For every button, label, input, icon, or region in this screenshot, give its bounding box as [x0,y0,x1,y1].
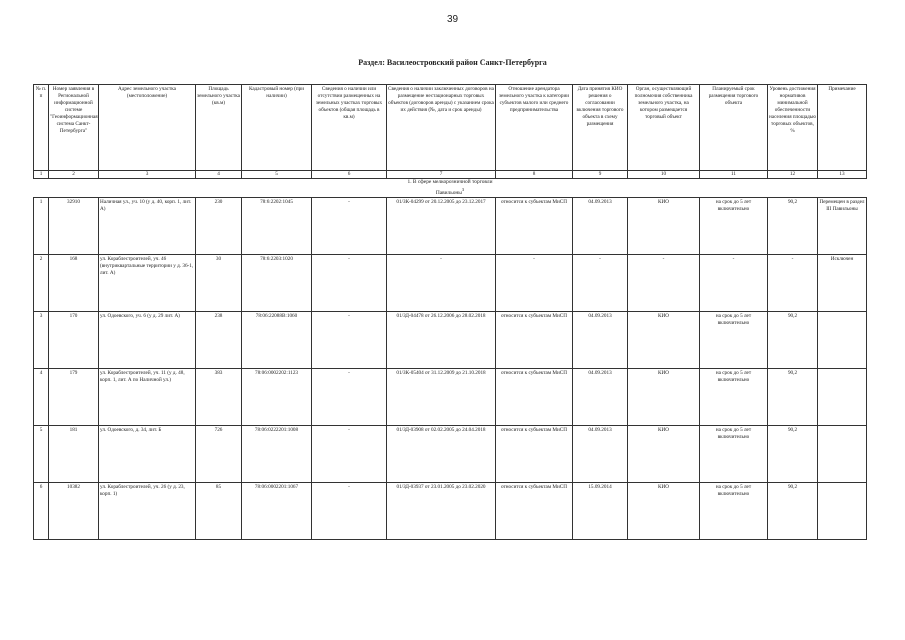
table-cell: 78:06:0222201:1008 [242,426,312,483]
table-cell: 5 [34,426,49,483]
table-cell: 78:6:2202:1045 [242,198,312,255]
table-cell: относится к субъектам МиСП [496,369,573,426]
table-cell: 01/ЗК-05404 от 31.12.2009 до 21.10.2018 [387,369,496,426]
table-cell: КИО [628,198,700,255]
table-cell: - [312,198,387,255]
table-cell: 01/ЗД-03937 от 23.01.2005 до 23.02.2020 [387,483,496,540]
table-cell: относится к субъектам МиСП [496,483,573,540]
table-cell: ул. Кораблестроителей, уч. 11 (у д. 48, корп. 1, лит. А по Наличной ул.) [99,369,196,426]
table-cell: 01/ЗД-04478 от 26.12.2006 до 28.02.2018 [387,312,496,369]
column-number: 13 [818,171,867,179]
table-cell: 170 [49,312,99,369]
column-number: 11 [700,171,768,179]
table-row [34,369,867,426]
table-cell: 30 [196,255,242,312]
header-row [34,85,867,171]
table-row [34,483,867,540]
table-cell: 90,2 [768,198,818,255]
table-cell: КИО [628,483,700,540]
table-cell: 90,2 [768,483,818,540]
table-row [34,255,867,312]
table-cell: 90,2 [768,312,818,369]
page-number: 39 [446,14,459,25]
section-title: Раздел: Василеостровский район Санкт-Петербурга [358,58,547,67]
column-header: Уровень достижения нормативов минимальной обеспеченности населения площадью торговых объектов, % [768,85,818,171]
table-cell: 04.09.2013 [573,312,628,369]
column-number: 1 [34,171,49,179]
table-cell: 78:06:0002202:1123 [242,369,312,426]
column-header: Сведения о наличии или отсутствии размещенных на земельных участках торговых объектов (общая площадь в кв.м) [312,85,387,171]
subsection-label: Павильоны [435,189,462,196]
table-cell: 15.09.2014 [573,483,628,540]
table-cell: 90,2 [768,369,818,426]
table-cell: 78:06:22088В:1060 [242,312,312,369]
column-header: Кадастровый номер (при наличии) [242,85,312,171]
table-cell: относится к субъектам МиСП [496,312,573,369]
column-header: Орган, осуществляющий полномочия собственника земельного участка, на котором размещается торговый объект [628,85,700,171]
table-cell: 90,2 [768,426,818,483]
table-cell: - [312,255,387,312]
table-cell: 78:06:0002201:1067 [242,483,312,540]
table-cell: на срок до 5 лет включительно [700,369,768,426]
table-row [34,426,867,483]
table-cell: 6 [34,483,49,540]
table-cell: 230 [196,198,242,255]
column-header: Сведения о наличии заключенных договоров на размещение нестационарных торговых объектов (договоров аренды) с указанием срока их действия (№, дата и срок аренды) [387,85,496,171]
column-number: 6 [312,171,387,179]
table-row [34,198,867,255]
table-cell [818,483,867,540]
table-cell: Наличная ул., уч. 10 (у д. 40, корп. 1, лит. А) [99,198,196,255]
table-cell: относится к субъектам МиСП [496,426,573,483]
table-cell: ул. Кораблестроителей, уч. 46 (внутриквартальные территории у д. 36-1, лит. А) [99,255,196,312]
table-cell: на срок до 5 лет включительно [700,198,768,255]
table-cell: - [312,312,387,369]
table-cell: - [573,255,628,312]
table-cell: 179 [49,369,99,426]
column-number-row [34,171,867,179]
table-cell: 168 [49,255,99,312]
table-cell [818,369,867,426]
footnote-mark: 3 [461,187,465,193]
table-cell: - [312,369,387,426]
table-cell: на срок до 5 лет включительно [700,483,768,540]
column-header: Примечание [818,85,867,171]
column-header: Площадь земельного участка (кв.м) [196,85,242,171]
table-cell [818,426,867,483]
column-header: Адрес земельного участка (местоположение) [99,85,196,171]
column-header: Номер заявления в Региональной информационной системе "Геоинформационная система Санкт-Петербурга" [49,85,99,171]
table-cell: 32910 [49,198,99,255]
table-cell: - [312,426,387,483]
table-cell: КИО [628,426,700,483]
table-cell: 78:6:2203:1020 [242,255,312,312]
table-cell: 04.09.2013 [573,198,628,255]
table-cell: на срок до 5 лет включительно [700,426,768,483]
table-cell: 2 [34,255,49,312]
table-cell: - [496,255,573,312]
section-heading: 1. В сфере мелкорозничной торговли [407,179,493,186]
column-number: 12 [768,171,818,179]
subsection-row [34,187,867,198]
table-cell: - [700,255,768,312]
table-cell: 01/ЗД-03908 от 02.02.2005 до 24.04.2018 [387,426,496,483]
column-number: 2 [49,171,99,179]
table-cell: 238 [196,312,242,369]
table-cell: Перемещен в раздел III Павильоны [818,198,867,255]
column-number: 9 [573,171,628,179]
column-header: Отношение арендатора земельного участка к категории субъектов малого или среднего предпринимательства [496,85,573,171]
table-cell: - [628,255,700,312]
column-header: Планируемый срок размещения торгового объекта [700,85,768,171]
column-number: 10 [628,171,700,179]
column-header: Дата принятия КИО решения о согласовании включения торгового объекта в схему размещения [573,85,628,171]
column-number: 8 [496,171,573,179]
column-number: 7 [387,171,496,179]
table-cell: 726 [196,426,242,483]
table-cell: 04.09.2013 [573,369,628,426]
table-cell: 4 [34,369,49,426]
column-number: 3 [99,171,196,179]
table-cell: на срок до 5 лет включительно [700,312,768,369]
table-cell: ул. Одоевского, уч. 6 (у д. 29 лит. А) [99,312,196,369]
table-cell: ул. Кораблестроителей, уч. 26 (у д. 23, корп. 1) [99,483,196,540]
table-cell: ул. Одоевского, д. 34, лит. Б [99,426,196,483]
section-row [34,179,867,188]
table-cell: 01/ЗК-04299 от 20.12.2005 до 23.12.2017 [387,198,496,255]
table-cell: 181 [49,426,99,483]
table-cell: 04.09.2013 [573,426,628,483]
subsection-heading [34,187,867,198]
table-row [34,312,867,369]
table-cell: относится к субъектам МиСП [496,198,573,255]
table-cell: 85 [196,483,242,540]
table-cell: 3 [34,312,49,369]
table-cell: - [312,483,387,540]
table-cell [818,312,867,369]
table-cell: - [768,255,818,312]
object-table [33,84,867,540]
table-cell: КИО [628,369,700,426]
table-cell: - [387,255,496,312]
column-header: № п. п [34,85,49,171]
column-number: 5 [242,171,312,179]
table-cell: 1 [34,198,49,255]
column-number: 4 [196,171,242,179]
table-cell: КИО [628,312,700,369]
table-cell: 10382 [49,483,99,540]
table-cell: 383 [196,369,242,426]
table-cell: Исключен [818,255,867,312]
